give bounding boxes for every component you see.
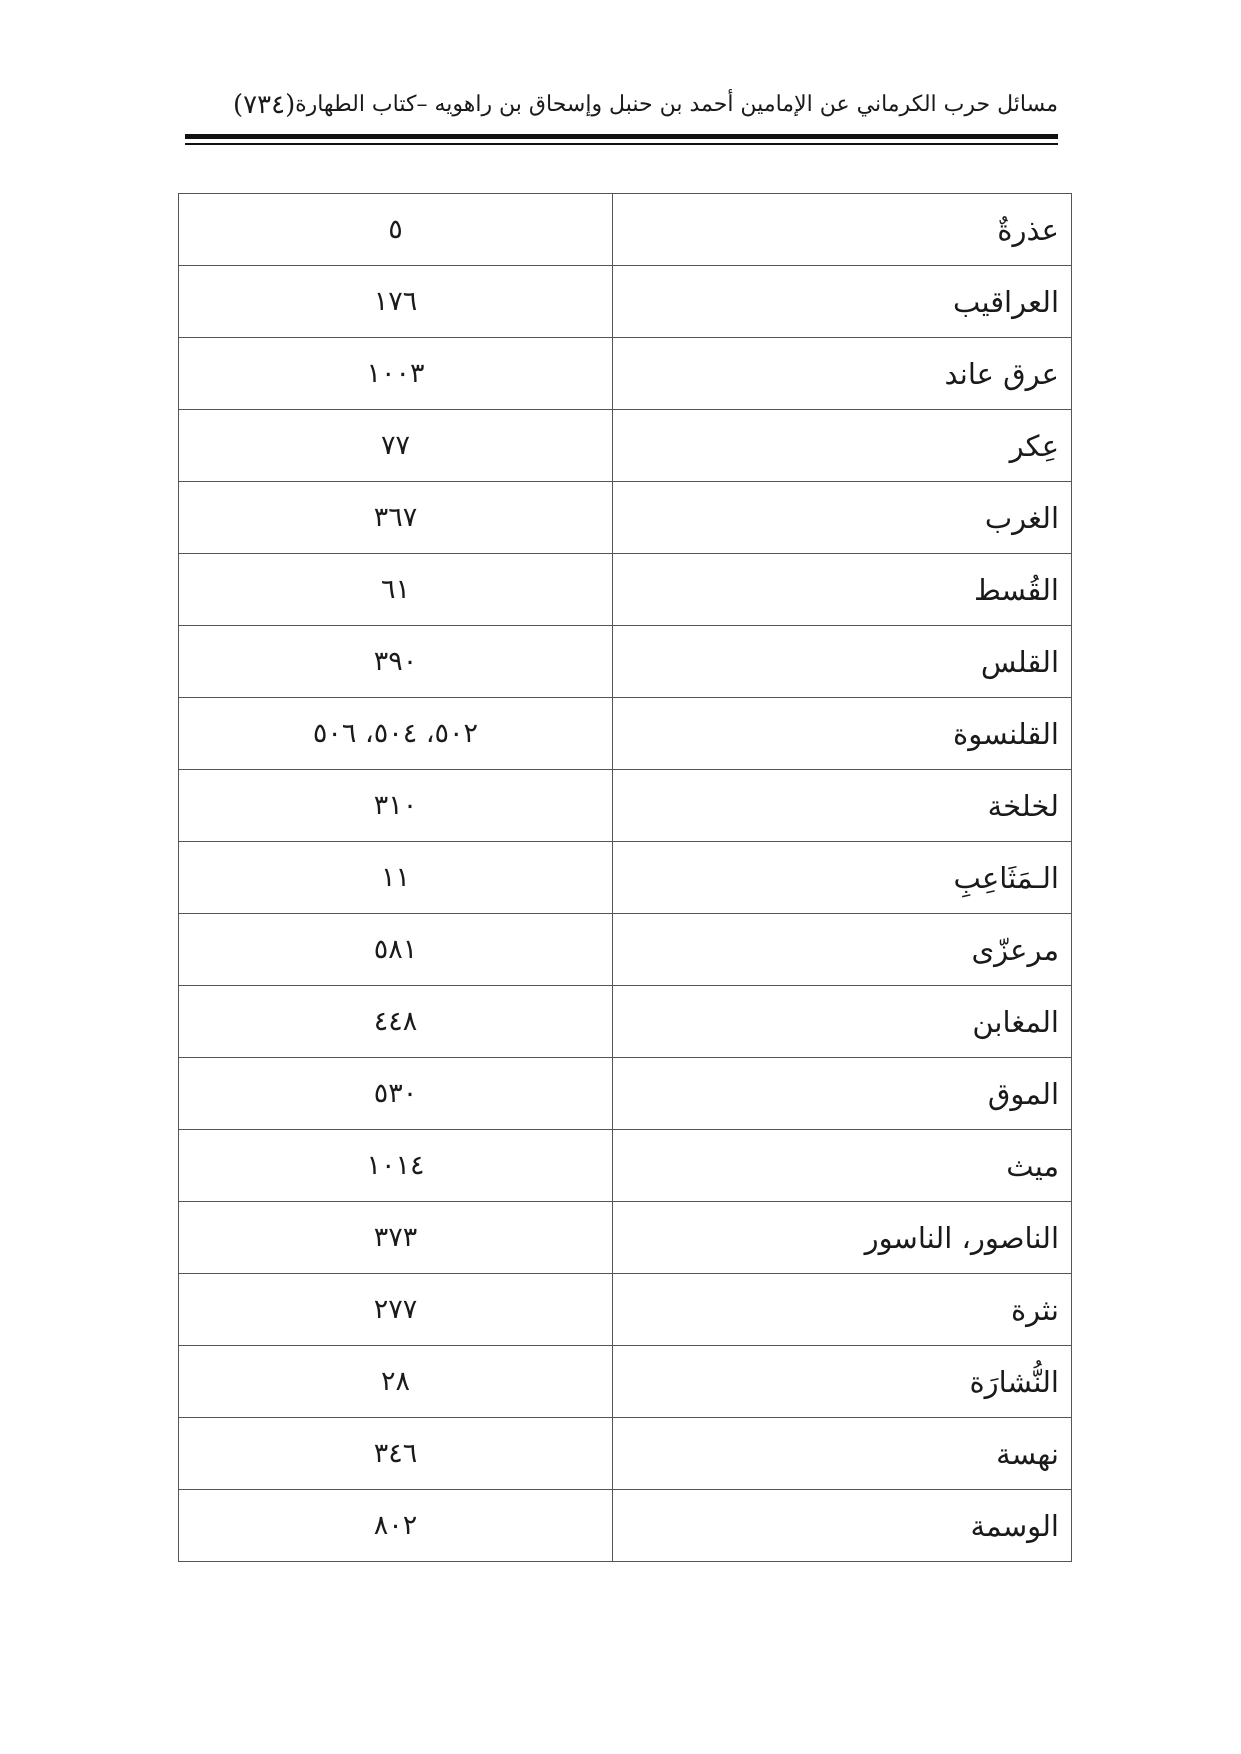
term-cell: القُسط <box>613 554 1072 626</box>
term-cell: الغرب <box>613 482 1072 554</box>
term-cell: الموق <box>613 1058 1072 1130</box>
index-table <box>178 193 1072 1562</box>
page-number: (٧٣٤) <box>233 90 296 120</box>
term-cell: الناصور، الناسور <box>613 1202 1072 1274</box>
pages-cell: ١١ <box>179 842 613 914</box>
table-row <box>179 1058 1072 1130</box>
pages-cell: ٢٧٧ <box>179 1274 613 1346</box>
table-row <box>179 1130 1072 1202</box>
pages-cell: ٦١ <box>179 554 613 626</box>
term-cell: ميث <box>613 1130 1072 1202</box>
table-row <box>179 554 1072 626</box>
term-cell: الوسمة <box>613 1490 1072 1562</box>
table-row <box>179 1418 1072 1490</box>
pages-cell: ٥٣٠ <box>179 1058 613 1130</box>
pages-cell: ١٧٦ <box>179 266 613 338</box>
pages-cell: ٣٦٧ <box>179 482 613 554</box>
term-cell: العراقيب <box>613 266 1072 338</box>
table-row <box>179 338 1072 410</box>
pages-cell: ٣٤٦ <box>179 1418 613 1490</box>
header-rule-thin <box>185 143 1058 145</box>
pages-cell: ٤٤٨ <box>179 986 613 1058</box>
term-cell: القلس <box>613 626 1072 698</box>
page-header <box>185 88 1058 128</box>
pages-cell: ٣١٠ <box>179 770 613 842</box>
header-rule-thick <box>185 134 1058 139</box>
table-row <box>179 914 1072 986</box>
table-row <box>179 194 1072 266</box>
running-title: مسائل حرب الكرماني عن الإمامين أحمد بن حنبل وإسحاق بن راهويه –كتاب الطهارة <box>295 92 1058 117</box>
table-row <box>179 770 1072 842</box>
pages-cell: ٢٨ <box>179 1346 613 1418</box>
term-cell: نثرة <box>613 1274 1072 1346</box>
term-cell: النُّشارَة <box>613 1346 1072 1418</box>
pages-cell: ٧٧ <box>179 410 613 482</box>
term-cell: القلنسوة <box>613 698 1072 770</box>
term-cell: عرق عاند <box>613 338 1072 410</box>
pages-cell: ١٠١٤ <box>179 1130 613 1202</box>
table-row <box>179 266 1072 338</box>
index-table-body <box>179 194 1072 1562</box>
term-cell: عذرةٌ <box>613 194 1072 266</box>
term-cell: لخلخة <box>613 770 1072 842</box>
pages-cell: ٥٨١ <box>179 914 613 986</box>
term-cell: الـمَثَاعِبِ <box>613 842 1072 914</box>
table-row <box>179 698 1072 770</box>
pages-cell: ٥ <box>179 194 613 266</box>
term-cell: نهسة <box>613 1418 1072 1490</box>
table-row <box>179 986 1072 1058</box>
table-row <box>179 1346 1072 1418</box>
table-row <box>179 1274 1072 1346</box>
term-cell: عِكر <box>613 410 1072 482</box>
pages-cell: ٣٩٠ <box>179 626 613 698</box>
table-row <box>179 626 1072 698</box>
table-row <box>179 482 1072 554</box>
pages-cell: ٥٠٢، ٥٠٤، ٥٠٦ <box>179 698 613 770</box>
pages-cell: ١٠٠٣ <box>179 338 613 410</box>
table-row <box>179 842 1072 914</box>
table-row <box>179 410 1072 482</box>
term-cell: مرعزّى <box>613 914 1072 986</box>
table-row <box>179 1202 1072 1274</box>
term-cell: المغابن <box>613 986 1072 1058</box>
pages-cell: ٣٧٣ <box>179 1202 613 1274</box>
pages-cell: ٨٠٢ <box>179 1490 613 1562</box>
table-row <box>179 1490 1072 1562</box>
